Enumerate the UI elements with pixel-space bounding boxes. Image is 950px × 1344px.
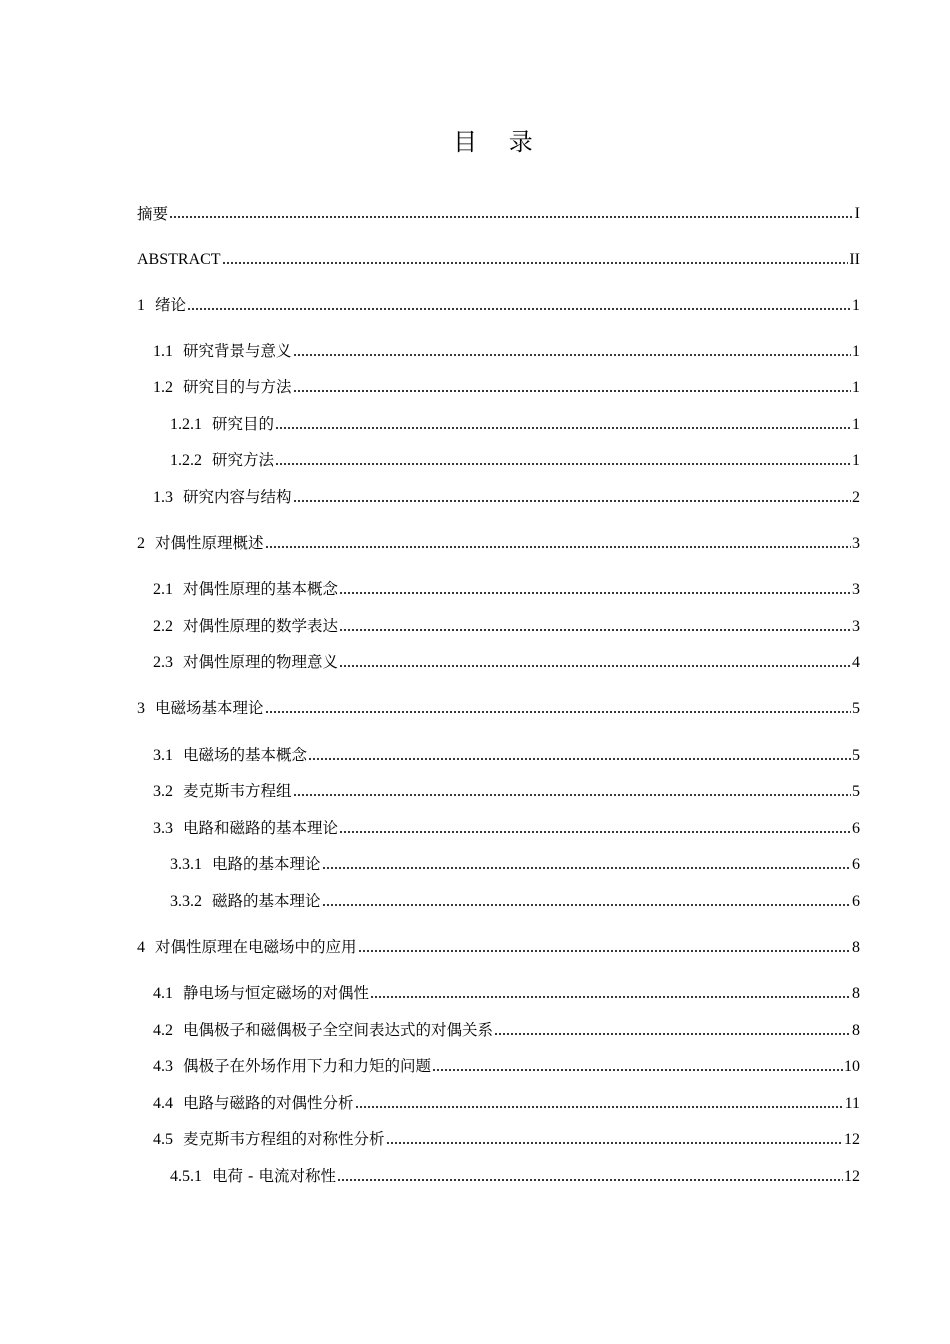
toc-entry [137, 530, 860, 554]
toc-entry-label [153, 652, 338, 673]
toc-entry-text: 对偶性原理的基本概念 [183, 580, 339, 598]
toc-entry [170, 851, 860, 875]
toc-entry [170, 411, 860, 435]
toc-entry-page: 8 [852, 1022, 860, 1039]
toc-entry [153, 1090, 860, 1114]
toc-entry-label [137, 533, 264, 554]
toc-entry [153, 742, 860, 766]
toc-entry [170, 447, 860, 471]
toc-entry-text: 研究背景与意义 [183, 342, 292, 360]
toc-entry-number: 2.2 [153, 618, 173, 635]
toc-dot-leader [370, 994, 851, 1000]
toc-entry-page: 5 [852, 700, 860, 717]
toc-dot-leader [169, 214, 854, 220]
toc-entry-number: 4 [137, 939, 145, 956]
toc-entry-text: 对偶性原理的物理意义 [183, 653, 339, 671]
toc-entry-label [153, 487, 292, 508]
toc-entry-number: 3.3 [153, 820, 173, 837]
toc-entry-number: 1.1 [153, 343, 173, 360]
toc-entry-label [153, 818, 338, 839]
toc-entry-number: 4.5 [153, 1131, 173, 1148]
toc-dot-leader [322, 902, 851, 908]
toc-dot-leader [293, 352, 851, 358]
toc-entry [137, 292, 860, 316]
toc-dot-leader [339, 627, 851, 633]
toc-entry-number: 1.2 [153, 379, 173, 396]
toc-entry-label [137, 204, 168, 224]
toc-dot-leader [265, 544, 851, 550]
toc-entry-page: 1 [852, 343, 860, 360]
toc-entry-page: 12 [844, 1168, 860, 1185]
toc-entry-text: 研究内容与结构 [183, 488, 292, 506]
toc-entry-label [153, 781, 292, 802]
toc-entry-page: 1 [852, 452, 860, 469]
toc-entry-page: 2 [852, 489, 860, 506]
toc-entry [153, 576, 860, 600]
toc-entry-number: 1 [137, 297, 145, 314]
toc-dot-leader [322, 865, 851, 871]
toc-entry-label [170, 414, 274, 435]
toc-entry-text: 磁路的基本理论 [212, 892, 321, 910]
toc-entry-page: 1 [852, 297, 860, 314]
toc-entry [153, 980, 860, 1004]
toc-entry-label [153, 1093, 354, 1114]
toc-dot-leader [187, 306, 851, 312]
toc-dot-leader [293, 388, 851, 394]
toc-entry-text: 绪论 [155, 296, 187, 314]
toc-entry-page: 10 [844, 1058, 860, 1075]
toc-entry-label [170, 1166, 336, 1187]
toc-entry-page: 5 [852, 747, 860, 764]
toc-entry [137, 934, 860, 958]
toc-entry-page: 6 [852, 856, 860, 873]
toc-entry-label [153, 1020, 493, 1041]
toc-dot-leader [386, 1140, 843, 1146]
toc-entry-page: 3 [852, 581, 860, 598]
toc-entry-page: 8 [852, 939, 860, 956]
toc-dot-leader [355, 1104, 844, 1110]
toc-entry-text: 对偶性原理的数学表达 [183, 617, 339, 635]
toc-entry-text: 偶极子在外场作用下力和力矩的问题 [183, 1057, 432, 1075]
toc-entry [153, 1053, 860, 1077]
toc-entry-text: 电路与磁路的对偶性分析 [183, 1094, 354, 1112]
toc-dot-leader [275, 461, 851, 467]
toc-entry-text: 电偶极子和磁偶极子全空间表达式的对偶关系 [183, 1021, 494, 1039]
toc-entry-label [170, 450, 274, 471]
toc-entry-page: 4 [852, 654, 860, 671]
toc-dot-leader [275, 425, 851, 431]
toc-entry [137, 695, 860, 719]
toc-dot-leader [293, 792, 851, 798]
toc-entry-page: 5 [852, 783, 860, 800]
toc-entry-page: 12 [844, 1131, 860, 1148]
toc-entry-page: I [854, 205, 860, 222]
toc-entry [170, 1163, 860, 1187]
toc-entry-label [153, 579, 338, 600]
toc-entry-text: 研究目的 [212, 415, 275, 433]
toc-entry-text: 麦克斯韦方程组的对称性分析 [183, 1130, 385, 1148]
toc-entry [153, 649, 860, 673]
toc-entry-page: 3 [852, 618, 860, 635]
toc-dot-leader [293, 498, 851, 504]
toc-entry-page: 3 [852, 535, 860, 552]
toc-entry-number: 4.1 [153, 985, 173, 1002]
toc-entry-number: 4.4 [153, 1095, 173, 1112]
toc-entry-text: 静电场与恒定磁场的对偶性 [183, 984, 370, 1002]
toc-entry-label [153, 341, 292, 362]
toc-entry-text: 对偶性原理概述 [155, 534, 264, 552]
toc-entry-label [170, 891, 321, 912]
toc-entry-number: 4.3 [153, 1058, 173, 1075]
toc-entry [153, 1126, 860, 1150]
toc-entry [153, 484, 860, 508]
toc-entry-page: 11 [844, 1095, 860, 1112]
toc-entry-label [170, 854, 321, 875]
toc-entry-label [153, 1129, 385, 1150]
toc-entry-label [153, 616, 338, 637]
toc-dot-leader [308, 756, 851, 762]
toc-entry-number: 2.1 [153, 581, 173, 598]
toc-entry-page: 6 [852, 893, 860, 910]
toc-entry-label [137, 249, 221, 270]
toc-entry-text: 摘要 [137, 205, 169, 223]
toc-entry-text: 电路和磁路的基本理论 [183, 819, 339, 837]
toc-entry-page: 1 [852, 416, 860, 433]
toc-entry-label [153, 983, 369, 1004]
toc-entry-label [153, 745, 307, 766]
toc-entry [153, 778, 860, 802]
toc-dot-leader [339, 829, 851, 835]
toc-entry-text: 研究方法 [212, 451, 275, 469]
toc-entry-number: 4.2 [153, 1022, 173, 1039]
toc-entry-number: 1.2.1 [170, 416, 202, 433]
toc-entry-label [153, 1056, 431, 1077]
toc-dot-leader [339, 663, 851, 669]
toc-entry-label [153, 377, 292, 398]
toc-entry-text: 对偶性原理在电磁场中的应用 [155, 938, 357, 956]
toc-entry-number: 3.3.1 [170, 856, 202, 873]
toc-entry-text: 电磁场基本理论 [155, 699, 264, 717]
toc-dot-leader [222, 260, 849, 266]
toc-entry-number: 1.3 [153, 489, 173, 506]
toc-entry-page: 1 [852, 379, 860, 396]
toc-entry-number: 3.1 [153, 747, 173, 764]
toc-entry [153, 613, 860, 637]
toc-entry-text: 电磁场的基本概念 [183, 746, 308, 764]
toc-entry-number: 1.2.2 [170, 452, 202, 469]
toc-entry-text: 研究目的与方法 [183, 378, 292, 396]
toc-entry-number: 2 [137, 535, 145, 552]
toc-entry-number: 3 [137, 700, 145, 717]
toc-entry-page: 6 [852, 820, 860, 837]
toc-dot-leader [358, 948, 851, 954]
toc-entry-text: 电路的基本理论 [212, 855, 321, 873]
toc-entry [137, 246, 860, 270]
toc-entry [153, 1017, 860, 1041]
toc-entry-number: 3.3.2 [170, 893, 202, 910]
toc-entry-label [137, 937, 357, 958]
toc-dot-leader [432, 1067, 843, 1073]
toc-entry-page: 8 [852, 985, 860, 1002]
toc-dot-leader [265, 709, 851, 715]
toc-entry [153, 815, 860, 839]
toc-entry-label [137, 698, 264, 719]
toc-entry-number: 4.5.1 [170, 1168, 202, 1185]
toc-entry-text: 电荷 - 电流对称性 [212, 1167, 336, 1185]
toc-entry [137, 200, 860, 224]
toc-entry-page: II [849, 251, 860, 268]
toc-entry-text: ABSTRACT [137, 251, 221, 268]
toc-entry [153, 374, 860, 398]
toc-entry-number: 2.3 [153, 654, 173, 671]
toc-entry-number: 3.2 [153, 783, 173, 800]
toc-dot-leader [494, 1031, 851, 1037]
toc-entry-text: 麦克斯韦方程组 [183, 782, 292, 800]
toc-entry [153, 338, 860, 362]
toc-entry [170, 888, 860, 912]
toc-title: 目 录 [453, 128, 545, 156]
toc-entry-label [137, 295, 186, 316]
toc-dot-leader [339, 590, 851, 596]
toc-dot-leader [337, 1177, 843, 1183]
